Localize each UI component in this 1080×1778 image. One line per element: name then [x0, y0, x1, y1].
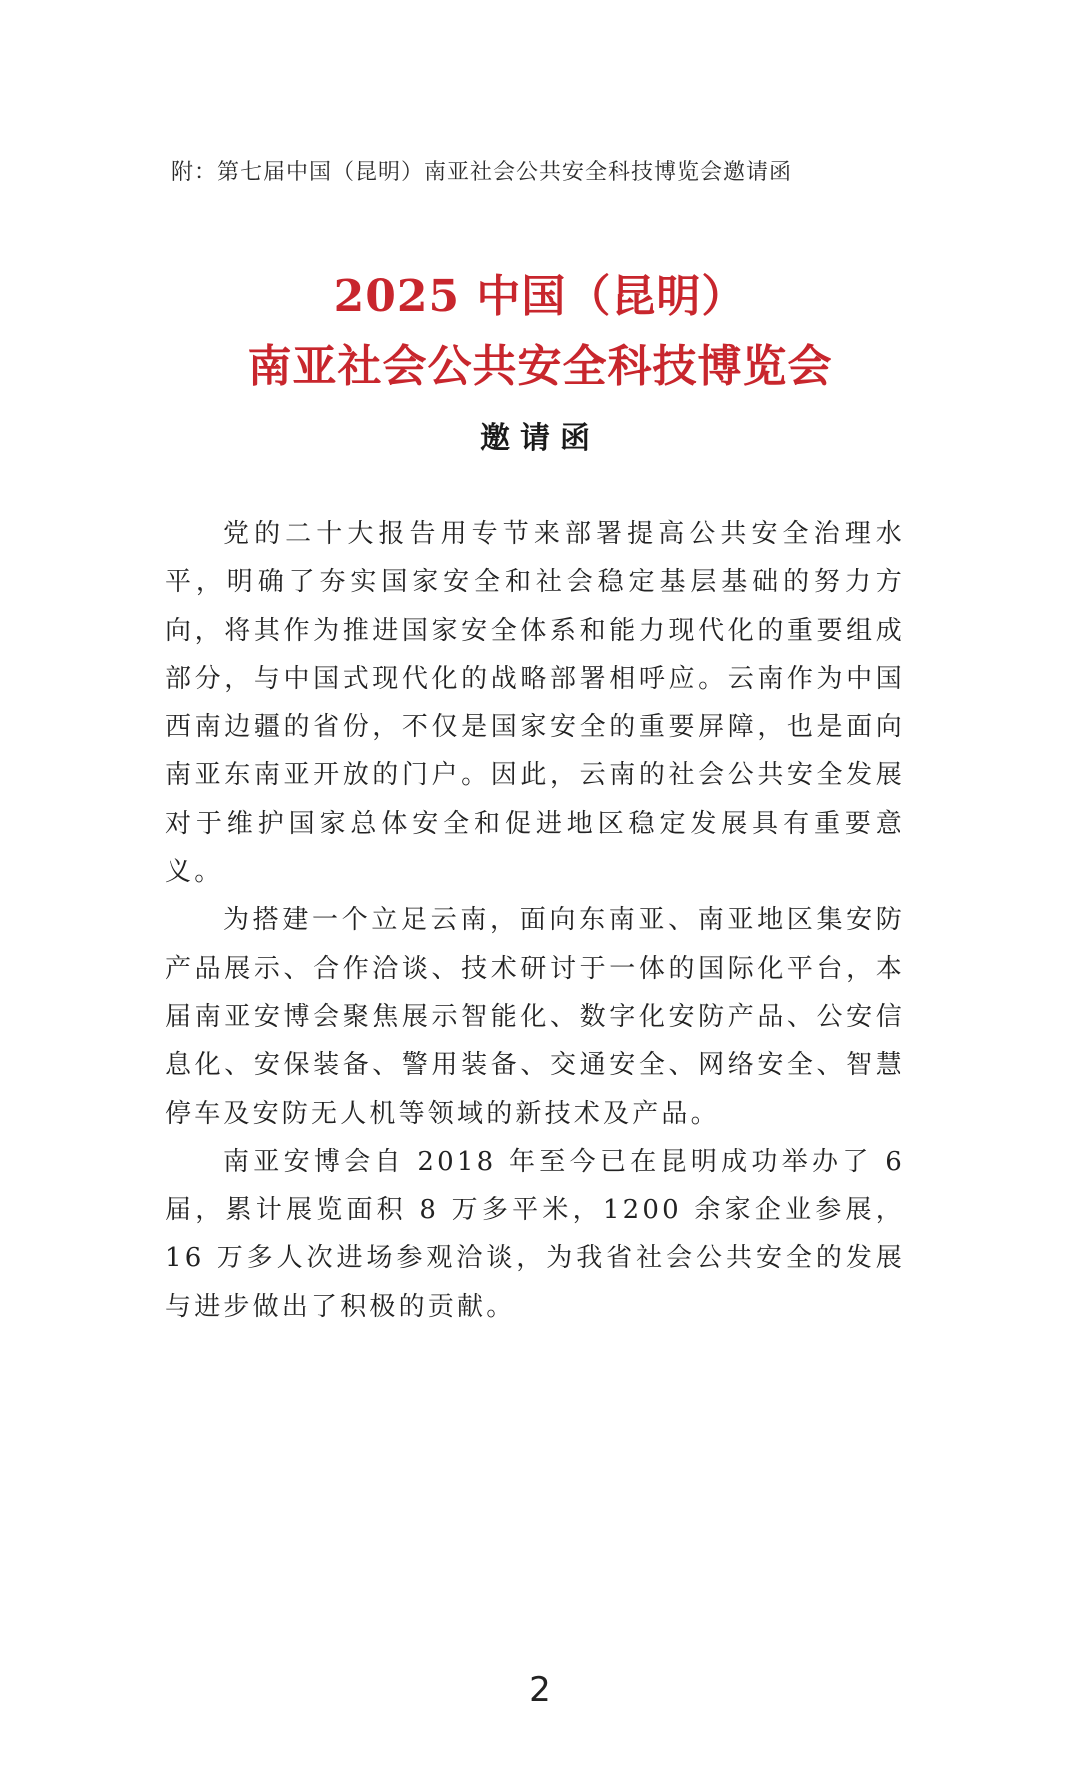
paragraph-2: 为搭建一个立足云南，面向东南亚、南亚地区集安防产品展示、合作洽谈、技术研讨于一体的国际化平台，本届南亚安博会聚焦展示智能化、数字化安防产品、公安信息化、安保装备、警用装备、交通安全、网络安全、智慧停车及安防无人机等领域的新技术及产品。: [165, 905, 905, 1129]
page-number: 2: [529, 1670, 551, 1710]
body-text: [165, 510, 905, 1331]
paragraph-1: 党的二十大报告用专节来部署提高公共安全治理水平，明确了夯实国家安全和社会稳定基层基础的努力方向，将其作为推进国家安全体系和能力现代化的重要组成部分，与中国式现代化的战略部署相呼应。云南作为中国西南边疆的省份，不仅是国家安全的重要屏障，也是面向南亚东南亚开放的门户。因此，云南的社会公共安全发展对于维护国家总体安全和促进地区稳定发展具有重要意义。: [165, 519, 905, 888]
title-block: [0, 262, 1080, 464]
document-subtitle: 邀请函: [480, 421, 600, 456]
attachment-note: 附：第七届中国（昆明）南亚社会公共安全科技博览会邀请函: [171, 160, 793, 185]
paragraph-3: 南亚安博会自 2018 年至今已在昆明成功举办了 6 届，累计展览面积 8 万多平米，1200 余家企业参展，16 万多人次进场参观洽谈，为我省社会公共安全的发展与进步做出了积极的贡献。: [165, 1146, 905, 1322]
title-line-1: 2025 中国（昆明）: [333, 271, 747, 322]
title-line-2: 南亚社会公共安全科技博览会: [247, 341, 833, 392]
